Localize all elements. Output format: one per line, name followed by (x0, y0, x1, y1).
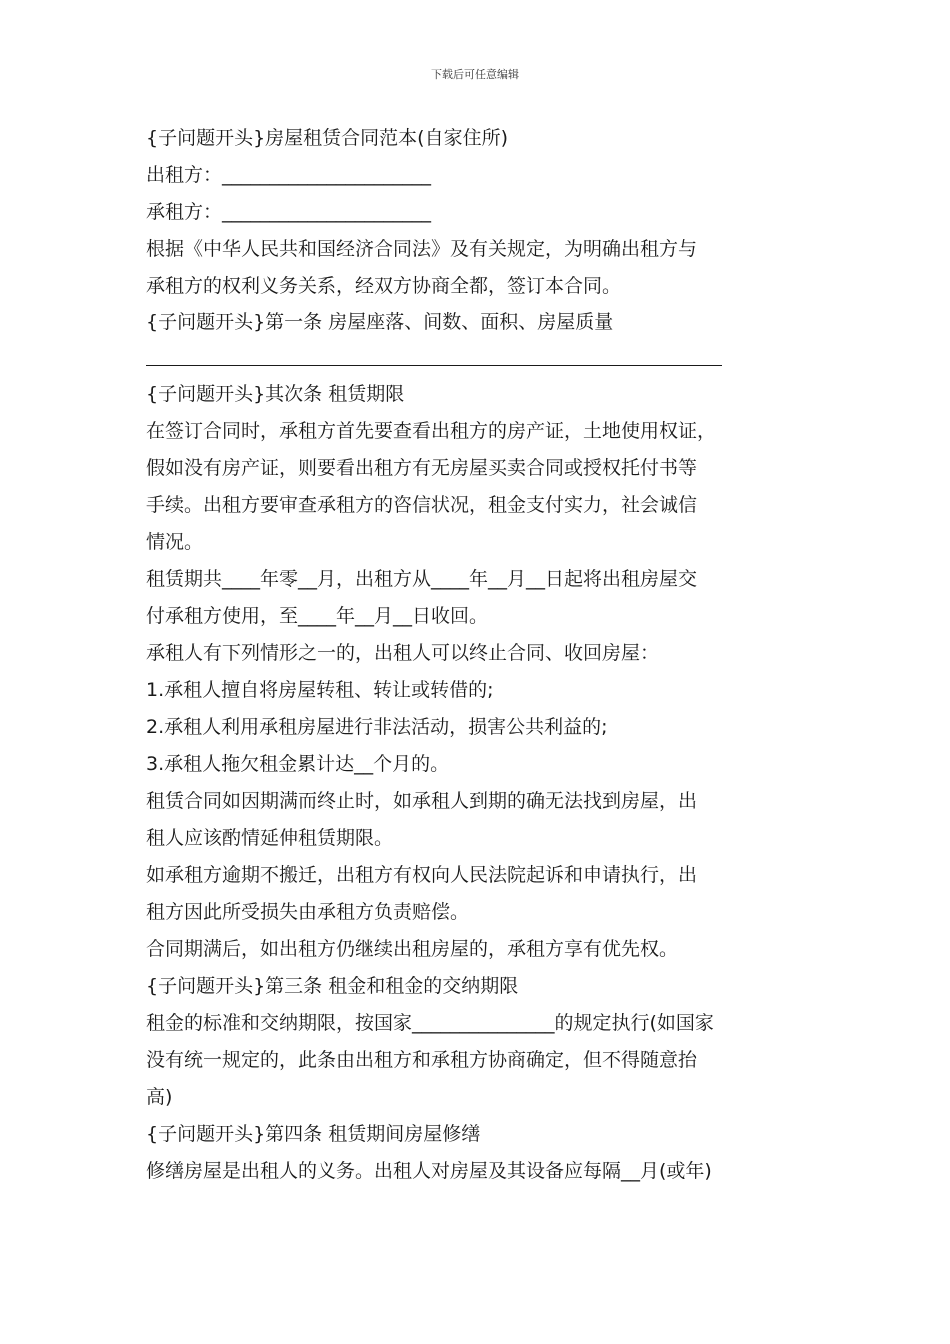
paragraph-line: 承租人有下列情形之一的，出租人可以终止合同、收回房屋： (146, 642, 660, 664)
paragraph-line: 没有统一规定的，此条由出租方和承租方协商确定，但不得随意抬 (146, 1049, 698, 1071)
list-item: 3.承租人拖欠租金累计达__个月的。 (146, 753, 450, 775)
article-heading: {子问题开头}第一条 房屋座落、间数、面积、房屋质量 (146, 311, 614, 333)
paragraph-line: 租金的标准和交纳期限，按国家_______________的规定执行(如国家 (146, 1012, 714, 1034)
section-title: {子问题开头}房屋租赁合同范本(自家住所) (146, 127, 509, 149)
blank-fill-line (146, 339, 816, 376)
list-item: 2.承租人利用承租房屋进行非法活动，损害公共利益的; (146, 716, 608, 738)
paragraph-line: 承租方的权利义务关系，经双方协商全都，签订本合同。 (146, 275, 622, 297)
paragraph-line: 假如没有房产证，则要看出租方有无房屋买卖合同或授权托付书等 (146, 457, 698, 479)
article-heading: {子问题开头}其次条 租赁期限 (146, 383, 405, 405)
paragraph-line: 租人应该酌情延伸租赁期限。 (146, 827, 394, 849)
article-heading: {子问题开头}第三条 租金和租金的交纳期限 (146, 975, 519, 997)
paragraph-line: 修缮房屋是出租人的义务。出租人对房屋及其设备应每隔__月(或年) (146, 1160, 712, 1182)
paragraph-line: 租方因此所受损失由承租方负责赔偿。 (146, 901, 470, 923)
article-heading: {子问题开头}第四条 租赁期间房屋修缮 (146, 1123, 481, 1145)
paragraph-line: 租赁期共____年零__月，出租方从____年__月__日起将出租房屋交 (146, 568, 698, 590)
underline-bar (146, 365, 722, 366)
document-body (146, 120, 816, 1190)
paragraph-line: 合同期满后，如出租方仍继续出租房屋的，承租方享有优先权。 (146, 938, 679, 960)
paragraph-line: 在签订合同时，承租方首先要查看出租方的房产证，土地使用权证， (146, 420, 717, 442)
lessee-line: 承租方：______________________ (146, 201, 432, 223)
page-header: 下载后可任意编辑 (431, 68, 519, 81)
lessor-line: 出租方：______________________ (146, 164, 432, 186)
paragraph-line: 根据《中华人民共和国经济合同法》及有关规定，为明确出租方与 (146, 238, 698, 260)
paragraph-line: 租赁合同如因期满而终止时，如承租人到期的确无法找到房屋，出 (146, 790, 698, 812)
list-item: 1.承租人擅自将房屋转租、转让或转借的; (146, 679, 494, 701)
paragraph-line: 如承租方逾期不搬迁，出租方有权向人民法院起诉和申请执行，出 (146, 864, 698, 886)
paragraph-line: 手续。出租方要审查承租方的咨信状况，租金支付实力，社会诚信 (146, 494, 698, 516)
paragraph-line: 情况。 (146, 531, 204, 553)
paragraph-line: 高) (146, 1086, 173, 1108)
paragraph-line: 付承租方使用，至____年__月__日收回。 (146, 605, 489, 627)
